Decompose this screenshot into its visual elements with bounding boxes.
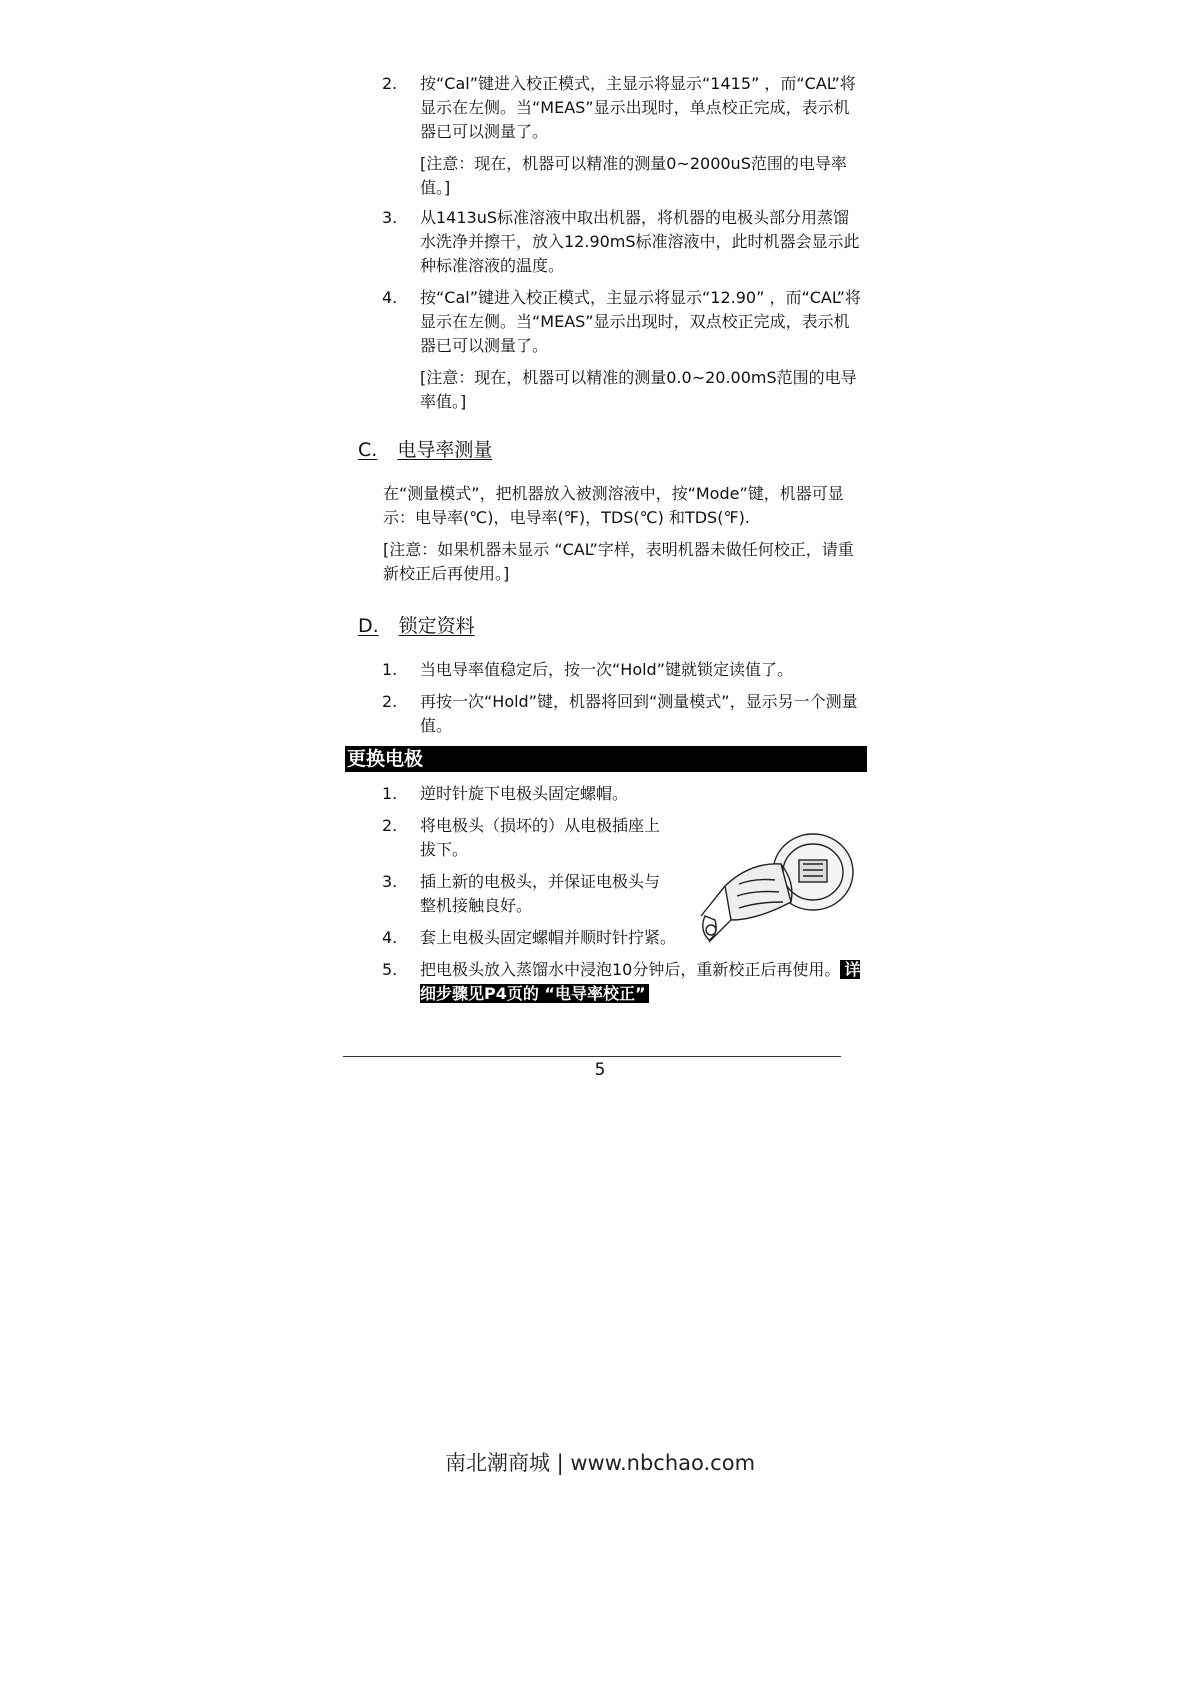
note-text: [注意：如果机器未显示 “CAL”字样，表明机器未做任何校正，请重新校正后再使用。] (383, 540, 854, 583)
section-heading-c (358, 436, 865, 464)
list-item (345, 958, 865, 1006)
section-bar-replace-electrode: 更换电极 (345, 746, 867, 772)
item-number: 2. (382, 692, 398, 711)
item-text: 当电导率值稳定后，按一次“Hold”键就锁定读值了。 (420, 660, 794, 679)
item-number: 2. (382, 74, 398, 93)
section-heading-d (358, 612, 865, 640)
item-text: 按“Cal”键进入校正模式，主显示将显示“1415” ，而“CAL”将显示在左侧。当“MEAS”显示出现时，单点校正完成，表示机器已可以测量了。 (420, 74, 856, 141)
list-item (345, 286, 865, 358)
section-title: 锁定资料 (398, 615, 475, 637)
electrode-illustration-icon (695, 824, 860, 954)
list-item (345, 658, 865, 682)
item-text: 再按一次“Hold”键，机器将回到“测量模式”，显示另一个测量值。 (420, 692, 858, 735)
list-item (345, 72, 865, 144)
item-text: 将电极头（损坏的）从电极插座上拔下。 (420, 816, 661, 859)
item-number: 4. (382, 288, 398, 307)
item-text (420, 958, 865, 1006)
item-text: 逆时针旋下电极头固定螺帽。 (420, 784, 629, 803)
item-text: 插上新的电极头，并保证电极头与整机接触良好。 (420, 872, 661, 915)
item-number: 3. (382, 872, 398, 891)
section-label: C. (358, 439, 378, 461)
note-text: [注意：现在，机器可以精准的测量0~2000uS范围的电导率值。] (420, 154, 847, 197)
highlight-reference: 详细步骤见P4页的 “电导率校正” (420, 960, 861, 1003)
list-item (345, 206, 865, 278)
list-item (345, 690, 865, 738)
item-number: 1. (382, 784, 398, 803)
item-number: 3. (382, 208, 398, 227)
item-text: 套上电极头固定螺帽并顺时针拧紧。 (420, 928, 677, 947)
item-text: 从1413uS标准溶液中取出机器，将机器的电极头部分用蒸馏水洗净并擦干，放入12.90mS标准溶液中，此时机器会显示此种标准溶液的温度。 (420, 208, 860, 275)
paragraph: 在“测量模式”，把机器放入被测溶液中，按“Mode”键，机器可显示：电导率(℃)，电导率(℉)，TDS(℃) 和TDS(℉). (383, 484, 844, 527)
section-title: 电导率测量 (397, 439, 493, 461)
site-footer: 南北潮商城 | www.nbchao.com (444, 1451, 756, 1475)
item-number: 1. (382, 660, 398, 679)
item-number: 2. (382, 816, 398, 835)
section-label: D. (358, 615, 379, 637)
page-number: 5 (594, 1060, 606, 1080)
item-number: 5. (382, 960, 398, 979)
footer-divider (343, 1056, 841, 1057)
note-text: [注意：现在，机器可以精准的测量0.0~20.00mS范围的电导率值。] (420, 368, 857, 411)
item-text-main: 把电极头放入蒸馏水中浸泡10分钟后，重新校正后再使用。 (420, 960, 841, 979)
item-text: 按“Cal”键进入校正模式，主显示将显示“12.90” ，而“CAL”将显示在左侧。当“MEAS”显示出现时，双点校正完成，表示机器已可以测量了。 (420, 288, 861, 355)
list-item (345, 782, 865, 806)
item-number: 4. (382, 928, 398, 947)
